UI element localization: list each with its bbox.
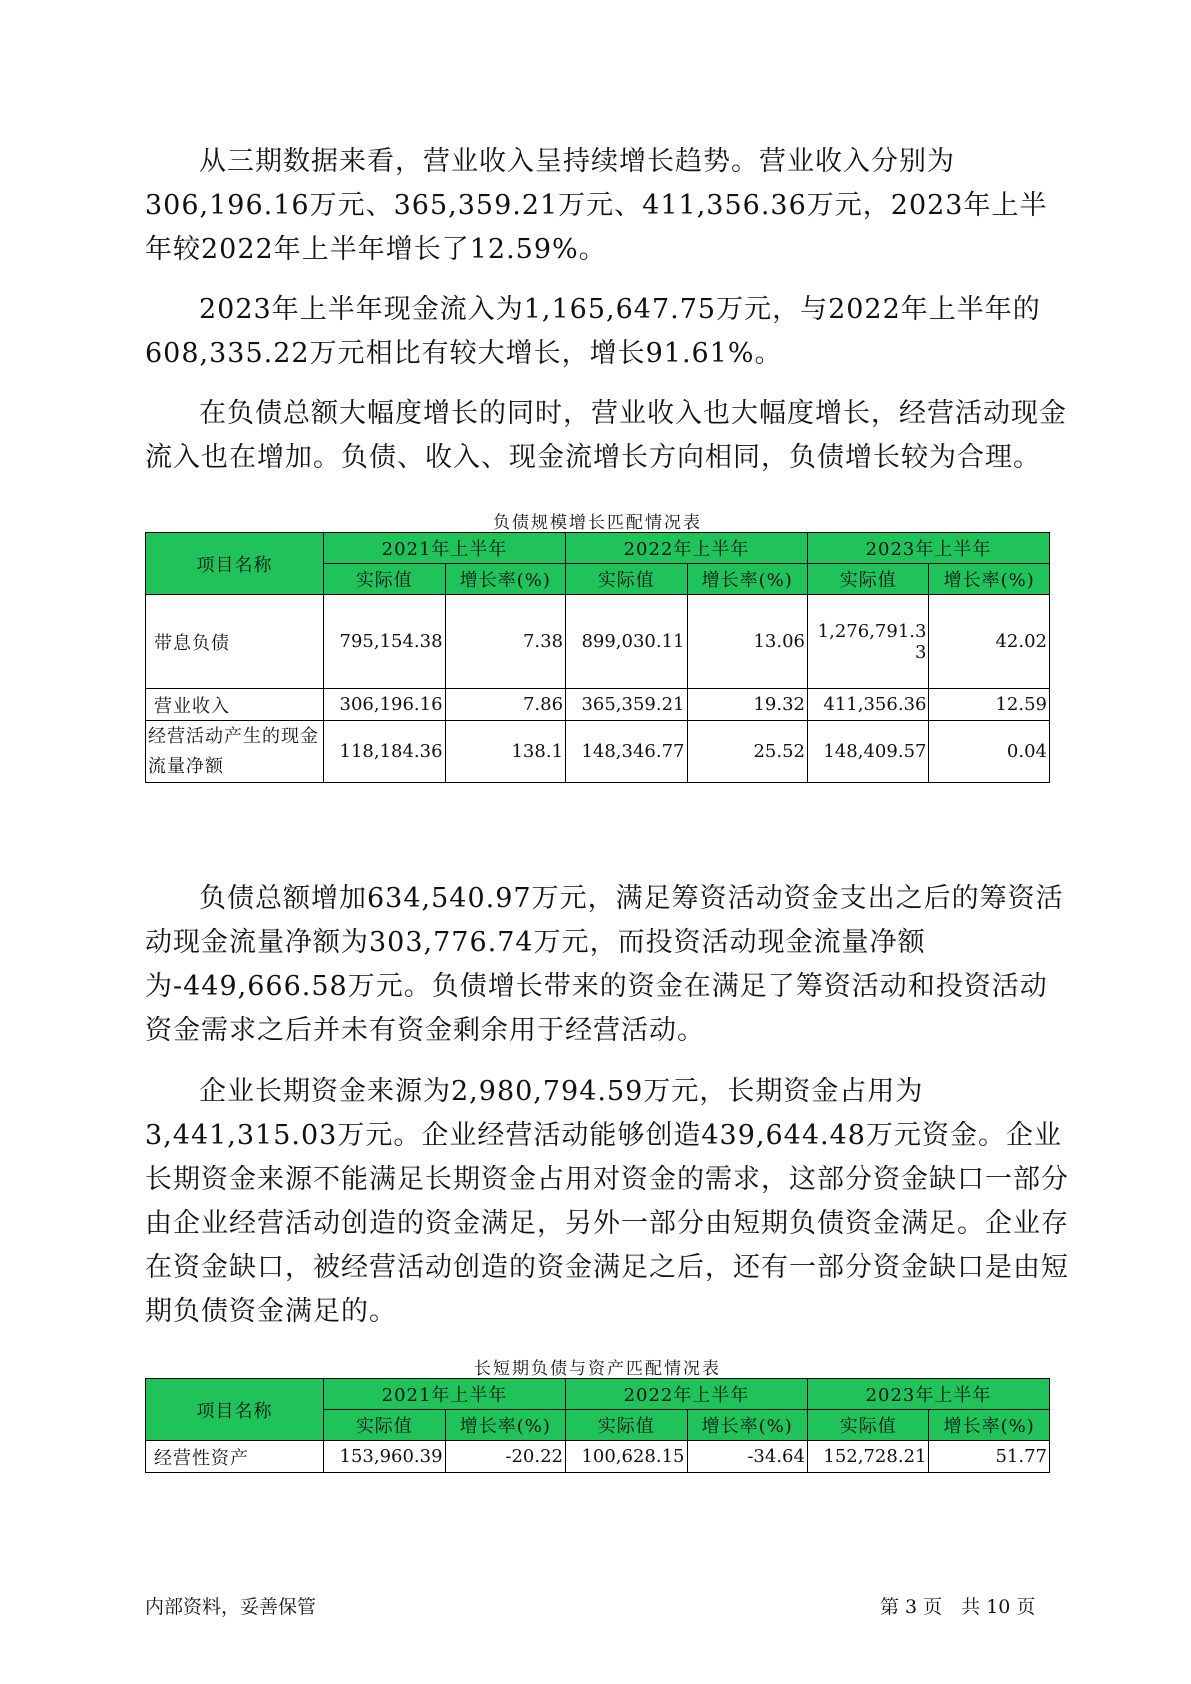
header-growth: 增长率(%) <box>929 1410 1050 1441</box>
header-item-name: 项目名称 <box>146 533 324 595</box>
header-actual: 实际值 <box>324 564 446 595</box>
row-name: 营业收入 <box>146 689 324 721</box>
cell-growth: 138.1 <box>445 721 565 783</box>
debt-growth-table <box>145 532 1050 783</box>
header-period-2021: 2021年上半年 <box>324 533 566 564</box>
header-period-2023: 2023年上半年 <box>807 533 1049 564</box>
paragraph-cash-inflow: 2023年上半年现金流入为1,165,647.75万元，与2022年上半年的608,335.22万元相比有较大增长，增长91.61%。 <box>145 294 1041 369</box>
cell-value: 306,196.16 <box>324 689 446 721</box>
paragraph-long-term-funds: 企业长期资金来源为2,980,794.59万元，长期资金占用为3,441,315.03万元。企业经营活动能够创造439,644.48万元资金。企业长期资金来源不能满足长期资金占用对资金的需求，这部分资金缺口一部分由企业经营活动创造的资金满足，另外一部分由短期负债资金满足。企业存在资金缺口，被经营活动创造的资金满足之后，还有一部分资金缺口是由短期负债资金满足的。 <box>145 1076 1069 1327</box>
header-item-name: 项目名称 <box>146 1379 324 1441</box>
table-row <box>146 721 1050 783</box>
header-actual: 实际值 <box>566 564 688 595</box>
header-period-2022: 2022年上半年 <box>566 533 808 564</box>
cell-value: 1,276,791.33 <box>807 595 929 689</box>
cell-value: 153,960.39 <box>324 1441 446 1473</box>
cell-growth: -20.22 <box>445 1441 565 1473</box>
footer-confidential: 内部资料，妥善保管 <box>145 1596 317 1618</box>
header-period-2021: 2021年上半年 <box>324 1379 566 1410</box>
header-growth: 增长率(%) <box>445 1410 565 1441</box>
header-actual: 实际值 <box>807 1410 929 1441</box>
cell-growth: 19.32 <box>687 689 807 721</box>
footer-page-number: 第 3 页 共 10 页 <box>880 1596 1036 1618</box>
cell-growth: 7.86 <box>445 689 565 721</box>
paragraph-revenue: 从三期数据来看，营业收入呈持续增长趋势。营业收入分别为306,196.16万元、365,359.21万元、411,356.36万元，2023年上半年较2022年上半年增长了12.59%。 <box>145 146 1048 265</box>
header-growth: 增长率(%) <box>687 1410 807 1441</box>
cell-growth: 25.52 <box>687 721 807 783</box>
row-name: 经营性资产 <box>146 1441 324 1473</box>
cell-value: 148,409.57 <box>807 721 929 783</box>
header-growth: 增长率(%) <box>445 564 565 595</box>
header-period-2023: 2023年上半年 <box>807 1379 1049 1410</box>
cell-value: 411,356.36 <box>807 689 929 721</box>
cell-value: 100,628.15 <box>566 1441 688 1473</box>
cell-value: 899,030.11 <box>566 595 688 689</box>
table-row <box>146 1441 1050 1473</box>
header-period-2022: 2022年上半年 <box>566 1379 808 1410</box>
cell-growth: 13.06 <box>687 595 807 689</box>
paragraph-financing: 负债总额增加634,540.97万元，满足筹资活动资金支出之后的筹资活动现金流量净额为303,776.74万元，而投资活动现金流量净额为-449,666.58万元。负债增长带来的资金在满足了筹资活动和投资活动资金需求之后并未有资金剩余用于经营活动。 <box>145 883 1064 1046</box>
row-name: 带息负债 <box>146 595 324 689</box>
cell-value: 118,184.36 <box>324 721 446 783</box>
header-actual: 实际值 <box>324 1410 446 1441</box>
header-growth: 增长率(%) <box>687 564 807 595</box>
header-growth: 增长率(%) <box>929 564 1050 595</box>
cell-growth: -34.64 <box>687 1441 807 1473</box>
cell-growth: 51.77 <box>929 1441 1050 1473</box>
cell-value: 148,346.77 <box>566 721 688 783</box>
table1-caption: 负债规模增长匹配情况表 <box>493 513 702 533</box>
cell-value: 152,728.21 <box>807 1441 929 1473</box>
cell-growth: 7.38 <box>445 595 565 689</box>
cell-growth: 42.02 <box>929 595 1050 689</box>
asset-match-table <box>145 1378 1050 1473</box>
cell-growth: 12.59 <box>929 689 1050 721</box>
table-row <box>146 689 1050 721</box>
paragraph-debt-growth: 在负债总额大幅度增长的同时，营业收入也大幅度增长，经营活动现金流入也在增加。负债、收入、现金流增长方向相同，负债增长较为合理。 <box>145 398 1067 473</box>
cell-growth: 0.04 <box>929 721 1050 783</box>
header-actual: 实际值 <box>807 564 929 595</box>
table-row <box>146 595 1050 689</box>
table2-caption: 长短期负债与资产匹配情况表 <box>474 1359 721 1379</box>
cell-value: 795,154.38 <box>324 595 446 689</box>
header-actual: 实际值 <box>566 1410 688 1441</box>
cell-value: 365,359.21 <box>566 689 688 721</box>
row-name: 经营活动产生的现金流量净额 <box>146 721 324 783</box>
